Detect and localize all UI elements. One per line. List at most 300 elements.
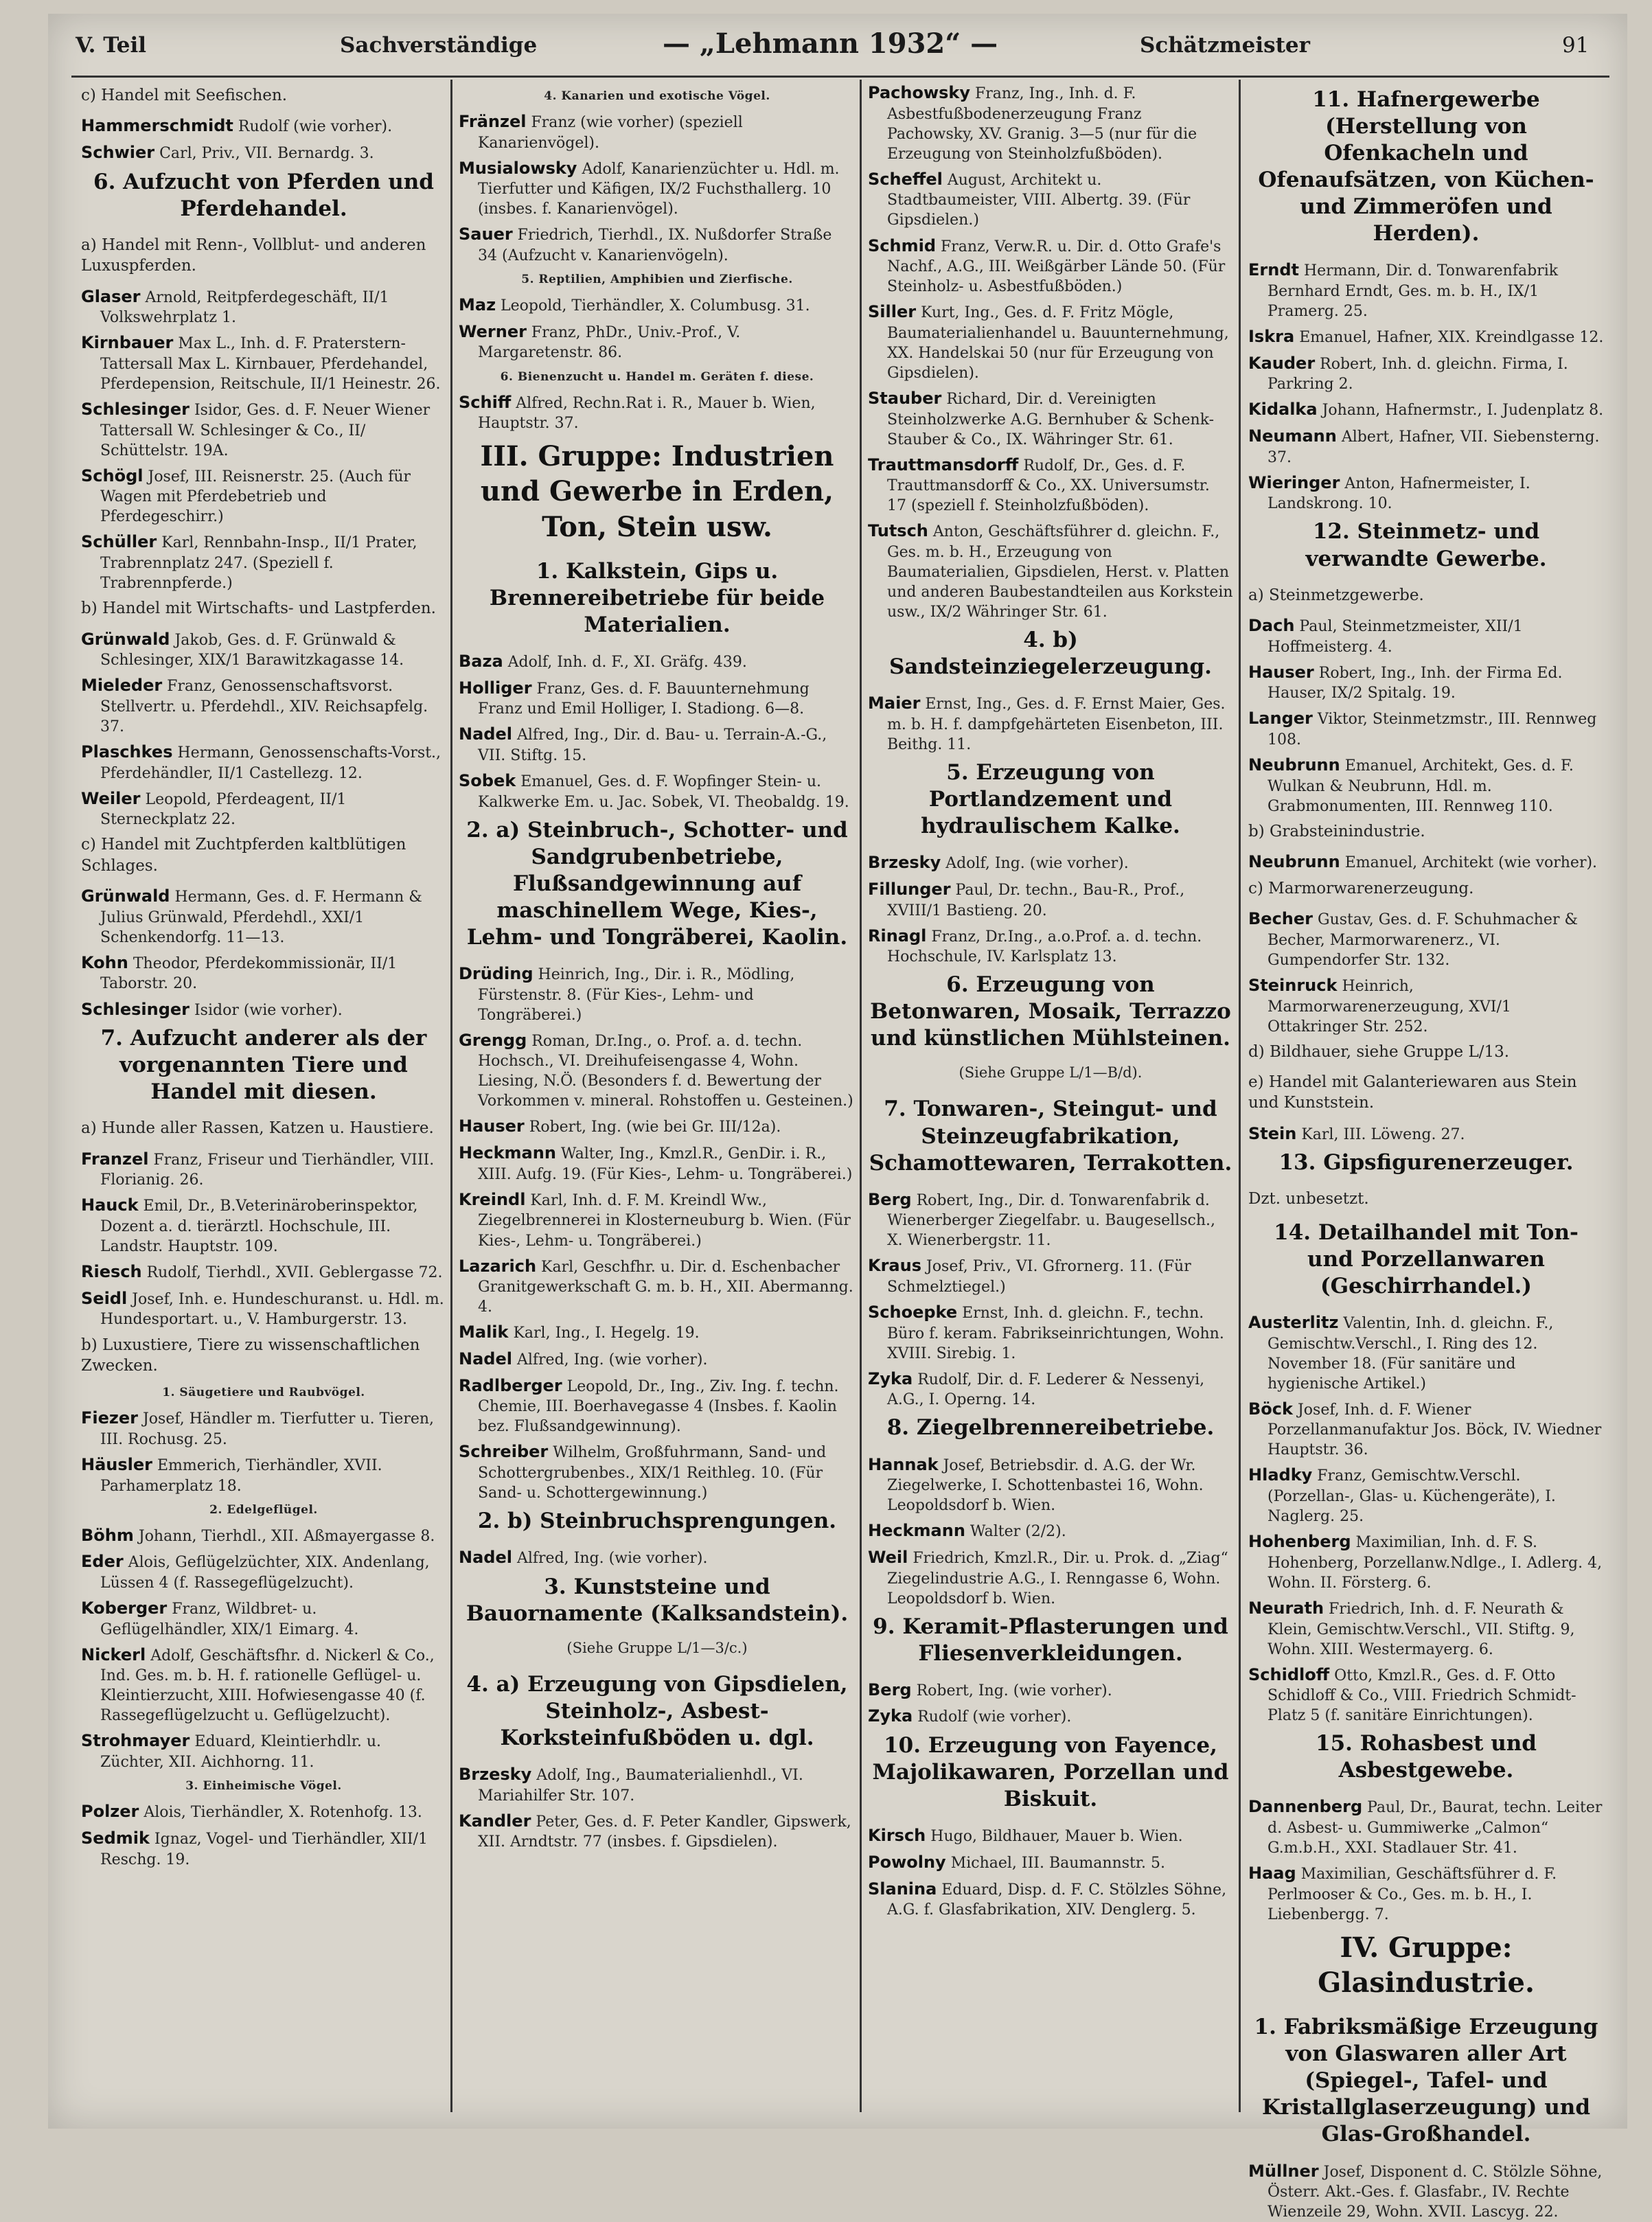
entry-name: Wieringer <box>1248 472 1340 492</box>
entry-details: Karl, III. Löweng. 27. <box>1296 1125 1465 1143</box>
entry-details: Valentin, Inh. d. gleichn. F., Gemischtw.Verschl., I. Ring des 12. November 18. (Für sanitäre und hygienische Artikel.) <box>1267 1314 1554 1393</box>
entry-details: Paul, Dr. techn., Bau-R., Prof., XVIII/1 Bastieng. 20. <box>887 881 1185 919</box>
entry-details: Josef, Inh. e. Hundeschuranst. u. Hdl. m. Hundesportart. u., V. Hamburgerstr. 13. <box>100 1290 444 1329</box>
section-heading: 3. Kunststeine und Bauornamente (Kalksandstein). <box>466 1574 849 1626</box>
entry-details: Adolf, Ing., Baumaterialienhdl., VI. Mariahilfer Str. 107. <box>478 1767 803 1805</box>
entry-name: Slanina <box>868 1879 937 1899</box>
entry-details: Emanuel, Hafner, XIX. Kreindlgasse 12. <box>1294 329 1604 347</box>
directory-entry <box>1248 1399 1604 1461</box>
directory-entry <box>868 879 1233 921</box>
directory-entry <box>868 852 1233 874</box>
directory-entry <box>81 788 446 830</box>
entry-name: Nadel <box>459 1548 512 1568</box>
entry-name: Eder <box>81 1552 124 1572</box>
entry-details: Adolf, Geschäftsfhr. d. Nickerl & Co., Ind. Ges. m. b. H. f. rationelle Geflügel- u. Kleintierzucht, XIII. Hofwiesengasse 40 (f. Rassegeflügelzucht u. Geflügelzucht). <box>100 1647 435 1725</box>
entry-name: Austerlitz <box>1248 1312 1339 1332</box>
entry-name: Schlesinger <box>81 999 190 1019</box>
section-heading: 11. Hafnergewerbe (Herstellung von Ofenkacheln und Ofenaufsätzen, von Küchen- und Zimmeröfen und Herden). <box>1258 87 1594 247</box>
entry-details: Ignaz, Vogel- und Tierhändler, XII/1 Reschg. 19. <box>100 1830 428 1868</box>
entry-name: Fränzel <box>459 112 527 131</box>
directory-entry <box>81 1288 446 1330</box>
entry-details: Alfred, Rechn.Rat i. R., Mauer b. Wien, Hauptstr. 37. <box>478 394 816 433</box>
directory-entry <box>459 724 856 766</box>
entry-name: Hauser <box>1248 662 1314 682</box>
directory-entry <box>1248 1796 1604 1858</box>
entry-details: Robert, Ing. (wie bei Gr. III/12a). <box>524 1119 781 1136</box>
entry-name: Zyka <box>868 1368 913 1388</box>
directory-entry <box>868 82 1233 164</box>
directory-entry <box>1248 260 1604 321</box>
directory-entry <box>1248 1123 1604 1145</box>
entry-name: Grünwald <box>81 886 170 906</box>
section-heading: 7. Aufzucht anderer als der vorgenannten Tiere und Handel mit diesen. <box>100 1026 427 1105</box>
directory-entry <box>868 1879 1233 1921</box>
entry-details: Friedrich, Kmzl.R., Dir. u. Prok. d. „Ziag“ Ziegelindustrie A.G., I. Renngasse 6, Wohn. Leopoldsdorf b. Wien. <box>887 1549 1228 1607</box>
column-divider <box>1239 80 1241 2112</box>
subsection-heading: d) Bildhauer, siehe Gruppe L/13. <box>1248 1042 1510 1061</box>
section-heading: 12. Steinmetz- und verwandte Gewerbe. <box>1305 519 1547 571</box>
directory-entry <box>459 295 856 317</box>
entry-name: Neurath <box>1248 1598 1324 1618</box>
entry-details: Karl, Rennbahn-Insp., II/1 Prater, Trabrennplatz 247. (Speziell f. Trabrennpferde.) <box>100 534 417 593</box>
entry-name: Fiezer <box>81 1408 138 1428</box>
section-heading: 8. Ziegelbrennereibetriebe. <box>886 1415 1215 1441</box>
entry-name: Fillunger <box>868 879 951 899</box>
entry-details: Wilhelm, Großfuhrmann, Sand- und Schottergrubenbes., XIX/1 Reithleg. 10. (Für Sand- u. Schottergewinnung.) <box>478 1444 827 1502</box>
directory-entry <box>459 1116 856 1138</box>
directory-entry <box>81 286 446 328</box>
header-rule <box>71 76 1609 78</box>
category-heading: 5. Reptilien, Amphibien und Zierfische. <box>521 273 793 287</box>
entry-name: Werner <box>459 321 527 341</box>
entry-name: Koberger <box>81 1599 168 1618</box>
entry-name: Scheffel <box>868 169 943 189</box>
directory-entry <box>81 142 446 164</box>
directory-entry <box>81 1801 446 1823</box>
directory-entry <box>81 1149 446 1191</box>
entry-name: Pachowsky <box>868 83 971 102</box>
directory-entry <box>81 1730 446 1772</box>
entry-details: Paul, Dr., Baurat, techn. Leiter d. Asbest- u. Gummiwerke „Calmon“ G.m.b.H., XXI. Stadlauer Str. 41. <box>1267 1799 1603 1857</box>
entry-details: Karl, Ing., I. Hegelg. 19. <box>508 1325 700 1342</box>
entry-details: Jakob, Ges. d. F. Grünwald & Schlesinger, XIX/1 Barawitzkagasse 14. <box>100 631 404 669</box>
category-heading: 3. Einheimische Vögel. <box>185 1779 342 1794</box>
section-heading: 6. Erzeugung von Betonwaren, Mosaik, Terrazzo und künstlichen Mühlsteinen. <box>870 972 1231 1051</box>
entry-name: Siller <box>868 302 917 322</box>
subsection-heading: b) Grabsteinindustrie. <box>1248 822 1425 840</box>
column-2 <box>453 82 861 2115</box>
entry-name: Schidloff <box>1248 1664 1330 1684</box>
directory-entry <box>1248 1664 1604 1726</box>
directory-entry <box>1248 399 1604 421</box>
entry-name: Heckmann <box>459 1143 556 1163</box>
entry-details: Peter, Ges. d. F. Peter Kandler, Gipswerk, XII. Arndtstr. 77 (insbes. f. Gipsdielen). <box>478 1813 851 1851</box>
directory-entry <box>459 1441 856 1503</box>
directory-entry <box>81 675 446 737</box>
entry-details: Franz, Ing., Inh. d. F. Asbestfußbodenerzeugung Franz Pachowsky, XV. Granig. 3—5 (nur für die Erzeugung von Steinholzfußböden). <box>887 85 1197 163</box>
entry-name: Schüller <box>81 532 157 552</box>
entry-details: Viktor, Steinmetzmstr., III. Rennweg 108. <box>1267 711 1597 748</box>
entry-details: Kurt, Ing., Ges. d. F. Fritz Mögle, Baumaterialienhandel u. Bauunternehmung, XX. Handelskai 50 (nur für Erzeugung von Gipsdielen). <box>887 304 1229 382</box>
entry-details: Hermann, Genossenschafts-Vorst., Pferdehändler, II/1 Castellezg. 12. <box>100 744 441 782</box>
group-heading: IV. Gruppe: Glasindustrie. <box>1318 1931 1535 2000</box>
entry-name: Weil <box>868 1547 908 1567</box>
entry-details: Alfred, Ing. (wie vorher). <box>512 1550 708 1568</box>
directory-entry <box>868 236 1233 297</box>
entry-name: Kohn <box>81 952 128 972</box>
entry-details: Alfred, Ing. (wie vorher). <box>512 1351 708 1368</box>
entry-name: Neumann <box>1248 426 1337 446</box>
section-heading: 4. b) Sandsteinziegelerzeugung. <box>889 628 1212 680</box>
subsection-heading: Dzt. unbesetzt. <box>1248 1190 1369 1209</box>
directory-entry <box>1248 615 1604 657</box>
category-left: Sachverständige <box>340 33 538 58</box>
entry-name: Schmid <box>868 236 937 255</box>
section-heading: 13. Gipsfigurenerzeuger. <box>1278 1150 1574 1176</box>
entry-details: Josef, Betriebsdir. d. A.G. der Wr. Ziegelwerke, I. Schottenbastei 16, Wohn. Leopoldsdorf b. Wien. <box>887 1456 1204 1515</box>
entry-name: Lazarich <box>459 1256 537 1276</box>
entry-name: Kandler <box>459 1811 531 1831</box>
entry-name: Riesch <box>81 1262 142 1282</box>
directory-entry <box>868 301 1233 383</box>
entry-name: Kauder <box>1248 353 1316 373</box>
entry-name: Stein <box>1248 1123 1297 1143</box>
column-divider <box>450 80 452 2112</box>
entry-details: Hermann, Dir. d. Tonwarenfabrik Bernhard Erndt, Ges. m. b. H., IX/1 Pramerg. 25. <box>1267 262 1559 320</box>
entry-name: Seidl <box>81 1288 128 1308</box>
entry-name: Dannenberg <box>1248 1797 1363 1817</box>
directory-entry <box>459 111 856 153</box>
column-4 <box>1243 82 1609 2221</box>
entry-details: Hermann, Ges. d. F. Hermann & Julius Grünwald, Pferdehdl., XXI/1 Schenkendorfg. 11—13. <box>100 889 422 946</box>
entry-details: Alfred, Ing., Dir. d. Bau- u. Terrain-A.-G., VII. Stiftg. 15. <box>478 726 827 764</box>
directory-entry <box>81 332 446 394</box>
entry-details: Emmerich, Tierhändler, XVII. Parhamerplatz 18. <box>100 1456 382 1495</box>
section-heading: 14. Detailhandel mit Ton- und Porzellanwaren (Geschirrhandel.) <box>1274 1219 1579 1298</box>
page-number: 91 <box>1562 33 1590 58</box>
entry-details: Johann, Tierhdl., XII. Aßmayergasse 8. <box>133 1527 435 1545</box>
directory-entry <box>81 1195 446 1257</box>
entry-name: Kidalka <box>1248 400 1318 420</box>
directory-entry <box>1248 908 1604 970</box>
entry-details: Paul, Steinmetzmeister, XII/1 Hoffmeisterg. 4. <box>1267 617 1523 656</box>
entry-details: Emanuel, Architekt, Ges. d. F. Wulkan & Neubrunn, Hdl. m. Grabmonumenten, III. Rennweg 110. <box>1267 757 1574 815</box>
section-label: V. Teil <box>76 33 147 58</box>
entry-details: Josef, III. Reisnerstr. 25. (Auch für Wagen mit Pferdebetrieb und Pferdegeschirr.) <box>100 468 411 526</box>
directory-entry <box>459 678 856 720</box>
directory-entry <box>459 651 856 673</box>
directory-entry <box>1248 662 1604 704</box>
directory-entry <box>459 1189 856 1251</box>
entry-details: Walter (2/2). <box>965 1523 1066 1541</box>
column-3 <box>862 82 1239 2115</box>
entry-name: Hauck <box>81 1195 139 1215</box>
entry-details: Josef, Priv., VI. Gfrornerg. 11. (Für Schmelztiegel.) <box>887 1258 1191 1296</box>
entry-name: Häusler <box>81 1454 152 1474</box>
directory-entry <box>81 629 446 671</box>
entry-details: Robert, Ing., Inh. der Firma Ed. Hauser, IX/2 Spitalg. 19. <box>1267 664 1563 702</box>
category-heading: 2. Edelgeflügel. <box>209 1502 318 1517</box>
entry-details: Hugo, Bildhauer, Mauer b. Wien. <box>926 1828 1183 1846</box>
entry-name: Schreiber <box>459 1442 549 1462</box>
directory-entry <box>868 1368 1233 1410</box>
subsection-heading: a) Hunde aller Rassen, Katzen u. Haustiere. <box>81 1119 434 1138</box>
directory-entry <box>81 742 446 783</box>
directory-entry <box>1248 975 1604 1037</box>
entry-details: Emanuel, Ges. d. F. Wopfinger Stein- u. Kalkwerke Em. u. Jac. Sobek, VI. Theobaldg. 19. <box>478 773 849 811</box>
entry-details: Eduard, Disp. d. F. C. Stölzles Söhne, A.G. f. Glasfabrikation, XIV. Denglerg. 5. <box>887 1881 1227 1919</box>
entry-name: Kraus <box>868 1256 921 1276</box>
entry-details: Theodor, Pferdekommissionär, II/1 Taborstr. 20. <box>100 954 398 993</box>
directory-entry <box>868 1520 1233 1542</box>
entry-name: Berg <box>868 1680 912 1699</box>
entry-name: Erndt <box>1248 260 1299 280</box>
entry-details: Emanuel, Architekt (wie vorher). <box>1340 854 1598 872</box>
directory-entry <box>81 1645 446 1726</box>
entry-name: Drüding <box>459 963 534 983</box>
entry-name: Böck <box>1248 1399 1293 1419</box>
entry-details: Carl, Priv., VII. Bernardg. 3. <box>154 145 374 163</box>
directory-entry <box>1248 1863 1604 1925</box>
directory-entry <box>459 392 856 434</box>
section-heading: 9. Keramit-Pflasterungen und Fliesenverkleidungen. <box>873 1614 1228 1666</box>
entry-details: Rudolf, Dir. d. F. Lederer & Nessenyi, A.G., I. Operng. 14. <box>887 1371 1205 1409</box>
entry-name: Sobek <box>459 771 516 790</box>
entry-details: Walter, Ing., Kmzl.R., GenDir. i. R., XIII. Aufg. 19. (Für Kies-, Lehm- u. Tongräberei.) <box>478 1145 853 1183</box>
section-heading: 5. Erzeugung von Portlandzement und hydraulischem Kalke. <box>921 760 1180 839</box>
entry-name: Hammerschmidt <box>81 116 233 136</box>
entry-details: Leopold, Tierhändler, X. Columbusg. 31. <box>496 297 810 315</box>
directory-entry <box>868 1454 1233 1516</box>
directory-entry <box>1248 1531 1604 1593</box>
entry-name: Becher <box>1248 909 1313 929</box>
entry-details: Maximilian, Geschäftsführer d. F. Perlmooser & Co., Ges. m. b. H., I. Liebenbergg. 7. <box>1267 1866 1557 1923</box>
directory-entry <box>1248 2161 1604 2222</box>
directory-entry <box>81 115 446 137</box>
entry-name: Schiff <box>459 392 512 412</box>
entry-name: Polzer <box>81 1802 139 1822</box>
subsection-heading: b) Luxustiere, Tiere zu wissenschaftlichen Zwecken. <box>81 1336 420 1375</box>
entry-details: Anton, Hafnermeister, I. Landskrong. 10. <box>1267 474 1530 513</box>
directory-entry <box>459 1547 856 1569</box>
entry-name: Strohmayer <box>81 1731 190 1751</box>
entry-name: Powolny <box>868 1852 946 1872</box>
directory-entry <box>459 1143 856 1184</box>
entry-name: Neubrunn <box>1248 755 1340 775</box>
directory-entry <box>868 520 1233 622</box>
directory-entry <box>81 466 446 527</box>
directory-entry <box>459 1256 856 1318</box>
directory-page <box>48 14 1627 2221</box>
subsection-heading: c) Marmorwarenerzeugung. <box>1248 879 1474 897</box>
entry-details: Rudolf (wie vorher). <box>913 1708 1072 1726</box>
entry-details: Michael, III. Baumannstr. 5. <box>945 1854 1165 1872</box>
entry-name: Brzesky <box>459 1765 532 1785</box>
entry-name: Schoepke <box>868 1303 958 1322</box>
entry-details: Josef, Disponent d. C. Stölzle Söhne, Österr. Akt.-Ges. f. Glasfabr., IV. Rechte Wienzeile 29, Wohn. XVII. Lascyg. 22. <box>1267 2163 1603 2221</box>
directory-entry <box>459 1811 856 1853</box>
directory-entry <box>81 1598 446 1640</box>
entry-name: Haag <box>1248 1864 1296 1883</box>
entry-name: Sedmik <box>81 1828 150 1848</box>
directory-entry <box>1248 851 1604 873</box>
entry-details: Roman, Dr.Ing., o. Prof. a. d. techn. Hochsch., VI. Dreihufeisengasse 4, Wohn. Liesing, N.Ö. (Besonders f. d. Bewertung der Vorkommen v. mineral. Rohstoffen u. Gesteinen.) <box>478 1032 853 1110</box>
section-heading: 15. Rohasbest und Asbestgewebe. <box>1316 1731 1537 1783</box>
entry-name: Rinagl <box>868 926 927 946</box>
entry-name: Berg <box>868 1189 912 1209</box>
column-divider <box>860 80 862 2112</box>
directory-entry <box>81 1525 446 1547</box>
entry-details: Robert, Ing. (wie vorher). <box>911 1682 1112 1699</box>
directory-entry <box>1248 1312 1604 1394</box>
directory-entry <box>868 1852 1233 1874</box>
entry-name: Böhm <box>81 1525 134 1545</box>
section-heading: 10. Erzeugung von Fayence, Majolikawaren, Porzellan und Biskuit. <box>872 1733 1229 1812</box>
entry-name: Musialowsky <box>459 158 577 178</box>
directory-entry <box>868 1302 1233 1364</box>
directory-entry <box>459 1322 856 1344</box>
entry-name: Neubrunn <box>1248 852 1340 872</box>
entry-details: Karl, Inh. d. F. M. Kreindl Ww., Ziegelbrennerei in Klosterneuburg b. Wien. (Für Kies-, Lehm- u. Tongräberei.) <box>478 1191 851 1250</box>
entry-name: Hannak <box>868 1454 939 1474</box>
entry-details: Rudolf, Dr., Ges. d. F. Trauttmansdorff & Co., XX. Universumstr. 17 (speziell f. Steinholzfußböden). <box>887 457 1210 515</box>
entry-name: Nickerl <box>81 1645 146 1664</box>
entry-details: Franz, Wildbret- u. Geflügelhändler, XIX/1 Eimarg. 4. <box>100 1601 359 1638</box>
entry-details: Adolf, Inh. d. F., XI. Gräfg. 439. <box>503 653 747 671</box>
entry-details: Emil, Dr., B.Veterinäroberinspektor, Dozent a. d. tierärztl. Hochschule, III. Landstr. Hauptstr. 109. <box>100 1198 418 1256</box>
directory-entry <box>459 770 856 812</box>
column-1 <box>76 82 452 2115</box>
entry-name: Grünwald <box>81 629 170 649</box>
directory-entry <box>81 399 446 461</box>
entry-details: Max L., Inh. d. F. Praterstern-Tattersall Max L. Kirnbauer, Pferdehandel, Pferdepension, Reitschule, II/1 Heinestr. 26. <box>100 335 441 393</box>
publication-title: — „Lehmann 1932“ — <box>663 27 998 60</box>
entry-details: Heinrich, Marmorwarenerzeugung, XVI/1 Ottakringer Str. 252. <box>1267 977 1511 1035</box>
entry-name: Maier <box>868 694 921 713</box>
entry-name: Baza <box>459 651 503 671</box>
directory-entry <box>868 1255 1233 1297</box>
entry-details: Franz, Gemischtw.Verschl. (Porzellan-, Glas- u. Küchengeräte), I. Naglerg. 25. <box>1267 1467 1556 1526</box>
directory-entry <box>868 1547 1233 1609</box>
entry-name: Kirnbauer <box>81 333 174 353</box>
entry-details: Otto, Kmzl.R., Ges. d. F. Otto Schidloff & Co., VIII. Friedrich Schmidt-Platz 5 (f. sanitäre Einrichtungen). <box>1267 1666 1576 1725</box>
section-heading: 1. Fabriksmäßige Erzeugung von Glaswaren aller Art (Spiegel-, Tafel- und Kristallglaserzeugung) und Glas-Großhandel. <box>1254 2015 1598 2147</box>
entry-details: Adolf, Kanarienzüchter u. Hdl. m. Tierfutter und Käfigen, IX/2 Fuchsthallerg. 10 (insbes. f. Kanarienvögel). <box>478 160 840 218</box>
entry-details: Anton, Geschäftsführer d. gleichn. F., Ges. m. b. H., Erzeugung von Baumaterialien, Gipsdielen, Herst. v. Platten und anderen Baubestandteilen aus Korkstein usw., IX/2 Währinger Str. 61. <box>887 523 1233 621</box>
entry-name: Weiler <box>81 788 141 808</box>
entry-name: Kreindl <box>459 1189 526 1209</box>
entry-name: Stauber <box>868 389 942 408</box>
group-heading: III. Gruppe: Industrien und Gewerbe in Erden, Ton, Stein usw. <box>480 440 834 543</box>
entry-name: Nadel <box>459 724 512 744</box>
directory-entry <box>1248 353 1604 395</box>
directory-entry <box>868 455 1233 516</box>
directory-entry <box>81 1454 446 1496</box>
entry-name: Hohenberg <box>1248 1532 1351 1552</box>
directory-entry <box>459 158 856 220</box>
entry-details: Rudolf (wie vorher). <box>233 118 393 136</box>
directory-entry <box>459 224 856 266</box>
directory-entry <box>81 1408 446 1450</box>
entry-details: Josef, Händler m. Tierfutter u. Tieren, III. Rochusg. 25. <box>100 1410 435 1448</box>
directory-entry <box>1248 326 1604 348</box>
entry-name: Grengg <box>459 1030 527 1050</box>
entry-name: Langer <box>1248 709 1313 729</box>
category-heading: 1. Säugetiere und Raubvögel. <box>162 1386 365 1400</box>
directory-entry <box>868 1706 1233 1728</box>
subsection-heading: a) Handel mit Renn-, Vollblut- und anderen Luxuspferden. <box>81 236 426 275</box>
section-heading: 6. Aufzucht von Pferden und Pferdehandel. <box>93 169 434 221</box>
entry-name: Radlberger <box>459 1375 562 1395</box>
entry-details: Franz, PhDr., Univ.-Prof., V. Margaretenstr. 86. <box>478 323 741 362</box>
directory-entry <box>1248 708 1604 750</box>
category-right: Schätzmeister <box>1140 33 1310 58</box>
entry-name: Franzel <box>81 1149 149 1169</box>
entry-name: Glaser <box>81 286 141 306</box>
entry-details: Heinrich, Ing., Dir. i. R., Mödling, Fürstenstr. 8. (Für Kies-, Lehm- und Tongräberei.) <box>478 965 795 1024</box>
section-heading: 1. Kalkstein, Gips u. Brennereibetriebe für beide Materialien. <box>489 558 825 637</box>
entry-name: Schlesinger <box>81 399 190 419</box>
entry-name: Hladky <box>1248 1465 1313 1485</box>
subsection-heading: c) Handel mit Zuchtpferden kaltblütigen Schlages. <box>81 836 406 875</box>
entry-details: Leopold, Pferdeagent, II/1 Sterneckplatz 22. <box>100 790 347 829</box>
entry-details: Isidor, Ges. d. F. Neuer Wiener Tattersall W. Schlesinger & Co., II/ Schüttelstr. 19A. <box>100 401 431 459</box>
entry-details: Franz, Dr.Ing., a.o.Prof. a. d. techn. Hochschule, IV. Karlsplatz 13. <box>887 928 1202 966</box>
subsection-heading: c) Handel mit Seefischen. <box>81 87 288 104</box>
directory-entry <box>459 321 856 363</box>
directory-entry <box>1248 1465 1604 1526</box>
directory-entry <box>459 1375 856 1437</box>
directory-entry <box>81 952 446 994</box>
entry-name: Malik <box>459 1322 509 1342</box>
directory-entry <box>81 1551 446 1593</box>
entry-details: Leopold, Dr., Ing., Ziv. Ing. f. techn. Chemie, III. Boerhavegasse 4 (Insbes. f. Kaolin bez. Flußsandgewinnung). <box>478 1377 839 1436</box>
entry-details: Alois, Tierhändler, X. Rotenhofg. 13. <box>139 1804 422 1822</box>
entry-details: Eduard, Kleintierhdlr. u. Züchter, XII. Aichhorng. 11. <box>100 1733 382 1772</box>
category-heading: 4. Kanarien und exotische Vögel. <box>544 89 770 103</box>
directory-entry <box>459 963 856 1025</box>
entry-details: Richard, Dir. d. Vereinigten Steinholzwerke A.G. Bernhuber & Schenk-Stauber & Co., IX. Währinger Str. 61. <box>887 391 1215 448</box>
directory-entry <box>459 1030 856 1112</box>
directory-entry <box>81 1261 446 1283</box>
entry-name: Steinruck <box>1248 975 1338 995</box>
entry-details: Gustav, Ges. d. F. Schuhmacher & Becher, Marmorwarenerz., VI. Gumpendorfer Str. 132. <box>1267 911 1579 969</box>
entry-details: Johann, Hafnermstr., I. Judenplatz 8. <box>1317 402 1604 420</box>
entry-details: Franz, Ges. d. F. Bauunternehmung Franz und Emil Holliger, I. Stadiong. 6—8. <box>478 680 810 718</box>
entry-name: Zyka <box>868 1706 913 1726</box>
section-heading: 4. a) Erzeugung von Gipsdielen, Steinholz-, Asbest- Korksteinfußböden u. dgl. <box>466 1671 848 1750</box>
entry-name: Holliger <box>459 678 532 698</box>
directory-entry <box>1248 1598 1604 1660</box>
directory-entry <box>81 531 446 593</box>
entry-name: Mieleder <box>81 676 163 696</box>
cross-reference: (Siehe Gruppe L/1—3/c.) <box>566 1639 748 1656</box>
directory-entry <box>81 1828 446 1870</box>
entry-name: Plaschkes <box>81 742 173 761</box>
entry-details: Robert, Inh. d. gleichn. Firma, I. Parkring 2. <box>1267 355 1568 393</box>
entry-details: Rudolf, Tierhdl., XVII. Geblergasse 72. <box>141 1264 443 1282</box>
directory-entry <box>1248 426 1604 468</box>
directory-entry <box>868 1189 1233 1251</box>
page-header <box>76 25 1607 66</box>
directory-entry <box>868 1680 1233 1702</box>
entry-details: Albert, Hafner, VII. Siebensterng. 37. <box>1267 428 1600 466</box>
entry-name: Müllner <box>1248 2161 1319 2181</box>
entry-name: Dach <box>1248 615 1295 635</box>
directory-entry <box>1248 755 1604 816</box>
entry-name: Hauser <box>459 1116 525 1136</box>
entry-name: Trauttmansdorff <box>868 455 1019 474</box>
